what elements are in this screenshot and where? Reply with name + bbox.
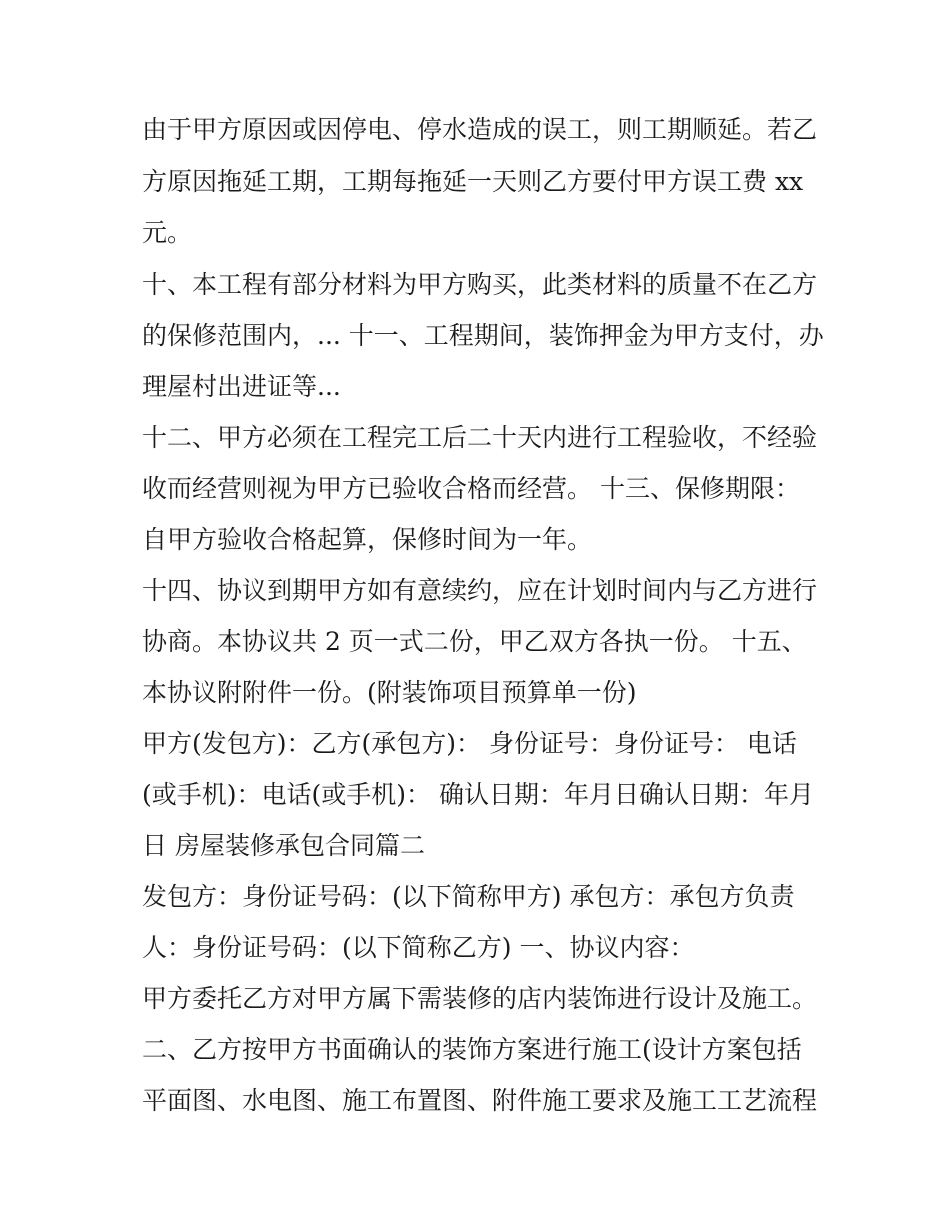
text-line: 理屋村出进证等... xyxy=(142,372,341,401)
text-line: 二、乙方按甲方书面确认的装饰方案进行施工(设计方案包括 xyxy=(142,1035,802,1064)
text-line: 发包方：身份证号码：(以下简称甲方) 承包方：承包方负责 xyxy=(142,882,795,911)
text-line: 日 房屋装修承包合同篇二 xyxy=(142,831,425,860)
text-line: 收而经营则视为甲方已验收合格而经营。 十三、保修期限： xyxy=(142,474,800,503)
text-line: 自甲方验收合格起算，保修时间为一年。 xyxy=(142,525,593,554)
text-line: 协商。本协议共 2 页一式二份，甲乙双方各执一份。 十五、 xyxy=(142,627,807,656)
text-line: 平面图、水电图、施工布置图、附件施工要求及施工工艺流程 xyxy=(142,1086,818,1115)
text-line: 甲方委托乙方对甲方属下需装修的店内装饰进行设计及施工。 xyxy=(142,984,818,1013)
text-line: 十二、甲方必须在工程完工后二十天内进行工程验收，不经验 xyxy=(142,423,818,452)
text-line: 十四、协议到期甲方如有意续约，应在计划时间内与乙方进行 xyxy=(142,576,818,605)
text-line: 由于甲方原因或因停电、停水造成的误工，则工期顺延。若乙 xyxy=(142,115,818,144)
text-line: 元。 xyxy=(142,218,193,247)
text-line: 十、本工程有部分材料为甲方购买，此类材料的质量不在乙方 xyxy=(142,270,818,299)
text-line: 的保修范围内，... 十一、工程期间，装饰押金为甲方支付，办 xyxy=(142,321,824,350)
text-line: 甲方(发包方)：乙方(承包方)： 身份证号：身份证号： 电话 xyxy=(142,729,797,758)
text-line: 人：身份证号码：(以下简称乙方) 一、协议内容： xyxy=(142,933,695,962)
text-line: 本协议附附件一份。(附装饰项目预算单一份) xyxy=(142,678,637,707)
text-line: 方原因拖延工期，工期每拖延一天则乙方要付甲方误工费 xx xyxy=(142,167,804,196)
text-line: (或手机)：电话(或手机)： 确认日期：年月日确认日期：年月 xyxy=(142,780,814,809)
